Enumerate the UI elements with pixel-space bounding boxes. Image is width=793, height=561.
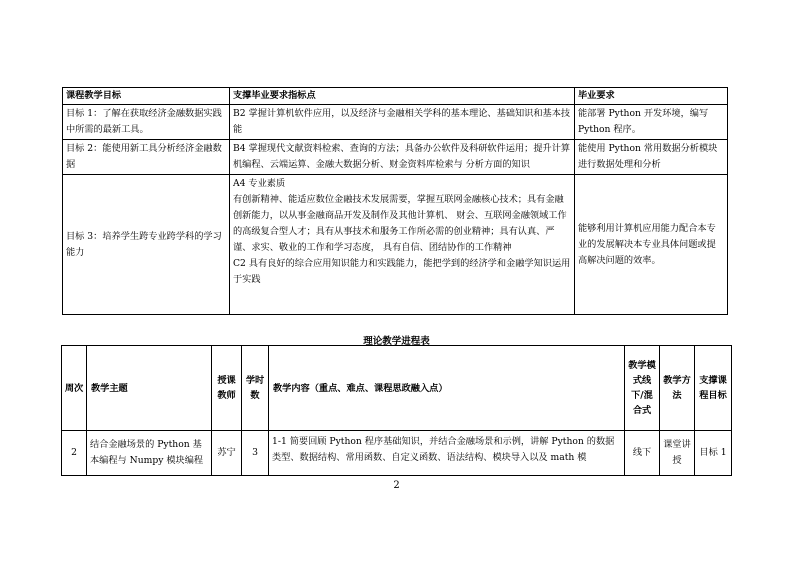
- header-course-goal: 课程教学目标: [63, 88, 230, 105]
- course-objectives-table: [62, 87, 728, 315]
- goal-cell: 目标 1：了解在获取经济金融数据实践中所需的最新工具。: [63, 105, 230, 140]
- requirement-cell: 能够利用计算机应用能力配合本专业的发展解决本专业具体问题或提高解决问题的效率。: [575, 175, 728, 315]
- header-supported-goal: 支撑课程目标: [695, 346, 732, 431]
- teaching-schedule-table: [61, 345, 732, 476]
- week-cell: 2: [62, 431, 87, 476]
- content-cell: 1-1 简要回顾 Python 程序基础知识，并结合金融场景和示例，讲解 Python 的数据类型、数据结构、常用函数、自定义函数、语法结构、模块导入以及 math 模: [269, 431, 625, 476]
- table-row: [62, 431, 732, 476]
- topic-cell: 结合金融场景的 Python 基本编程与 Numpy 模块编程: [87, 431, 212, 476]
- indicator-line: A4 专业素质: [233, 178, 286, 189]
- header-indicator: 支撑毕业要求指标点: [230, 88, 575, 105]
- requirement-cell: 能使用 Python 常用数据分析模块进行数据处理和分析: [575, 140, 728, 175]
- header-week: 周次: [62, 346, 87, 431]
- table-header-row: [62, 346, 732, 431]
- goal-cell: 目标 3：培养学生跨专业跨学科的学习能力: [63, 175, 230, 315]
- requirement-cell: 能部署 Python 开发环境，编写 Python 程序。: [575, 105, 728, 140]
- indicator-cell: B4 掌握现代文献资料检索、查询的方法；具备办公软件及科研软件运用；提升计算机编程、云端运算、金融大数据分析、财金资料库检索与 分析方面的知识: [230, 140, 575, 175]
- table-row: [63, 175, 728, 315]
- header-content: 教学内容（重点、难点、课程思政融入点）: [269, 346, 625, 431]
- table-header-row: [63, 88, 728, 105]
- header-hours: 学时数: [242, 346, 269, 431]
- supported-goal-cell: 目标 1: [695, 431, 732, 476]
- schedule-table-title: 理论教学进程表: [363, 336, 430, 347]
- indicator-cell: B2 掌握计算机软件应用，以及经济与金融相关学科的基本理论、基础知识和基本技能: [230, 105, 575, 140]
- header-topic: 教学主题: [87, 346, 212, 431]
- goal-cell: 目标 2：能使用新工具分析经济金融数据: [63, 140, 230, 175]
- header-graduation-requirement: 毕业要求: [575, 88, 728, 105]
- page-number: 2: [393, 480, 400, 491]
- teacher-cell: 苏宁: [212, 431, 242, 476]
- header-method: 教学方法: [660, 346, 695, 431]
- indicator-cell: [230, 175, 575, 315]
- method-cell: 课堂讲授: [660, 431, 695, 476]
- header-mode: 教学模式线下/混合式: [625, 346, 660, 431]
- header-teacher: 授课教师: [212, 346, 242, 431]
- table-row: [63, 105, 728, 140]
- mode-cell: 线下: [625, 431, 660, 476]
- hours-cell: 3: [242, 431, 269, 476]
- table-row: [63, 140, 728, 175]
- indicator-line: C2 具有良好的综合应用知识能力和实践能力，能把学到的经济学和金融学知识运用于实践: [233, 258, 571, 285]
- indicator-line: 有创新精神、能适应数位金融技术发展需要，掌握互联网金融核心技术；具有金融创新能力，以从事金融商品开发及制作及其他计算机、 财会、互联网金融领域工作的高级复合型人才；具有从事技术和服务工作所必需的创业精神；具有认真、严谨、求实、敬业的工作和学习态度， 具有自信、团结协作的工作精神: [233, 194, 567, 253]
